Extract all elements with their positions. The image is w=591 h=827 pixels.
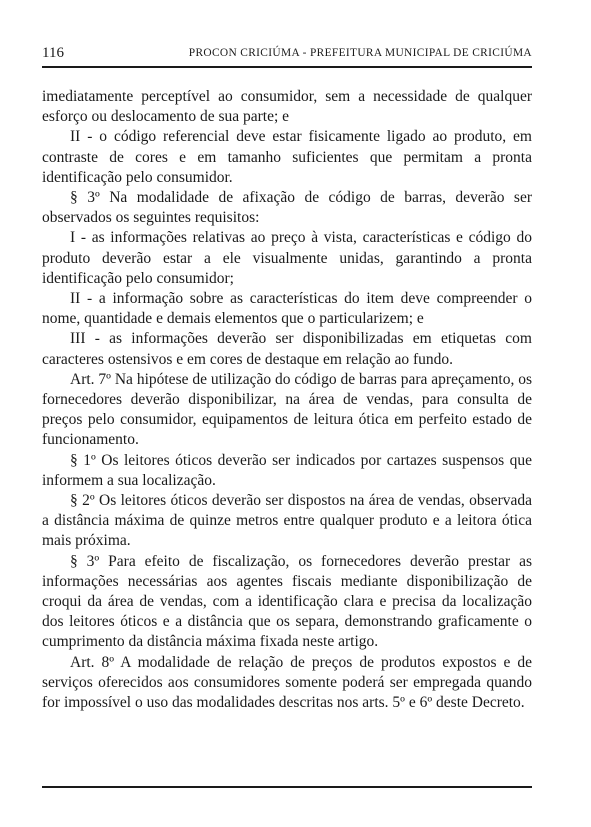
paragraph-item-iii: III - as informações deverão ser disponibilizadas em etiquetas com caracteres ostensivos e em cores de destaque em relação ao fundo.	[42, 330, 532, 368]
paragraph-article-7: Art. 7º Na hipótese de utilização do código de barras para apreçamento, os fornecedores deverão disponibilizar, na área de vendas, para consulta de preços pelo consumidor, equipamentos de leitura ótica em perfeito estado de funcionamento.	[42, 370, 532, 449]
paragraph-item-ii-b: II - a informação sobre as características do item deve compreender o nome, quantidade e demais elementos que o particularizem; e	[42, 290, 532, 328]
paragraph-article-7-section-1: § 1º Os leitores óticos deverão ser indicados por cartazes suspensos que informem a sua localização.	[42, 451, 532, 489]
footer-rule	[42, 786, 532, 788]
header-rule	[42, 66, 532, 68]
body-text	[42, 87, 532, 713]
paragraph-article-7-section-3: § 3º Para efeito de fiscalização, os fornecedores deverão prestar as informações necessárias aos agentes fiscais mediante disponibilização de croqui da área de vendas, com a identificação clara e precisa da localização dos leitores óticos e a distância que os separa, demonstrando graficamente o cumprimento da distância máxima fixada neste artigo.	[42, 552, 532, 651]
paragraph-section-3: § 3º Na modalidade de afixação de código de barras, deverão ser observados os seguintes requisitos:	[42, 189, 532, 227]
page-number: 116	[42, 45, 64, 61]
running-head: PROCON CRICIÚMA - PREFEITURA MUNICIPAL DE CRICIÚMA	[188, 47, 532, 59]
paragraph-article-8: Art. 8º A modalidade de relação de preços de produtos expostos e de serviços oferecidos aos consumidores somente poderá ser empregada quando for impossível o uso das modalidades descritas nos arts. 5º e 6º deste Decreto.	[42, 653, 532, 712]
paragraph-article-7-section-2: § 2º Os leitores óticos deverão ser dispostos na área de vendas, observada a distância máxima de quinze metros entre qualquer produto e a leitora ótica mais próxima.	[42, 492, 532, 550]
paragraph-item-ii: II - o código referencial deve estar fisicamente ligado ao produto, em contraste de cores e em tamanho suficientes que permitam a pronta identificação pelo consumidor.	[42, 128, 532, 186]
paragraph-item-i: I - as informações relativas ao preço à vista, características e código do produto deverão estar a ele visualmente unidas, garantindo a pronta identificação pelo consumidor;	[42, 229, 532, 287]
page-header	[42, 44, 532, 64]
document-page	[42, 0, 532, 827]
paragraph-continuation: imediatamente perceptível ao consumidor, sem a necessidade de qualquer esforço ou deslocamento de sua parte; e	[42, 88, 532, 126]
